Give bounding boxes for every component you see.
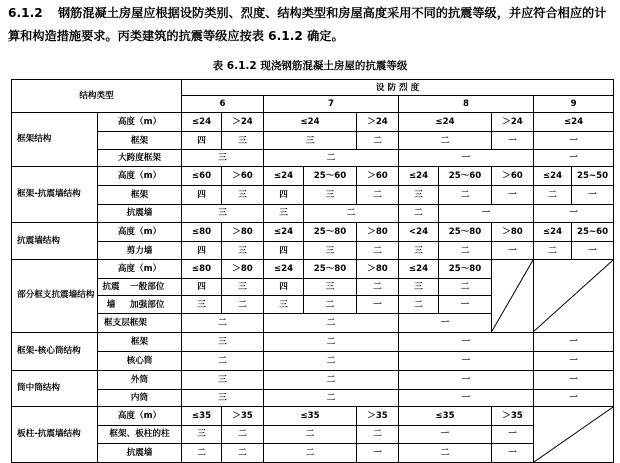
header-intensity-7: 7 bbox=[264, 96, 399, 112]
cell: 二 bbox=[264, 444, 357, 463]
cell: 三 bbox=[222, 279, 264, 296]
table-row bbox=[12, 332, 614, 352]
cell: 一 bbox=[534, 332, 614, 352]
cell: 二 bbox=[439, 185, 492, 204]
cell: 一 bbox=[534, 370, 614, 389]
header-intensity-8: 8 bbox=[399, 96, 534, 112]
clause-text: 钢筋混凝土房屋应根据设防类别、烈度、结构类型和房屋高度采用不同的抗震等级，并应符合相应的计算和构造措施要求。丙类建筑的抗震等级应按表 6.1.2 确定。 bbox=[8, 6, 607, 43]
cell: 三 bbox=[264, 132, 357, 149]
cell: ≤80 bbox=[182, 223, 222, 242]
cell: 二 bbox=[264, 313, 399, 332]
seismic-grade-table bbox=[11, 79, 614, 463]
cell: 二 bbox=[264, 332, 399, 352]
cell: 三 bbox=[222, 132, 264, 149]
cell: 三 bbox=[304, 185, 357, 204]
cell: <24 bbox=[399, 223, 439, 242]
cell: 二 bbox=[264, 352, 399, 371]
cell: 三 bbox=[399, 279, 439, 296]
row-label-frame: 框架 bbox=[98, 132, 182, 149]
table-row bbox=[12, 370, 614, 389]
cell: 一 bbox=[399, 425, 492, 444]
group-shearwall-structure: 抗震墙结构 bbox=[12, 223, 98, 260]
cell: ＞24 bbox=[492, 112, 534, 132]
cell: ＞80 bbox=[492, 223, 534, 242]
wall-label-bottom: 墙 bbox=[106, 299, 116, 310]
cell: 四 bbox=[182, 132, 222, 149]
cell: 一 bbox=[534, 389, 614, 406]
cell: ＞35 bbox=[357, 407, 399, 426]
row-label-height: 高度（m） bbox=[98, 260, 182, 279]
cell: 三 bbox=[182, 389, 264, 406]
cell: 一 bbox=[534, 352, 614, 371]
cell: ≤24 bbox=[264, 167, 304, 186]
group-slab-column-shearwall: 板柱-抗震墙结构 bbox=[12, 407, 98, 463]
cell: 一 bbox=[492, 241, 534, 260]
cell: 三 bbox=[182, 370, 264, 389]
cell: ≤24 bbox=[399, 112, 492, 132]
cell: 四 bbox=[264, 185, 304, 204]
row-label-frame: 框架 bbox=[98, 185, 182, 204]
cell: ≤24 bbox=[264, 112, 357, 132]
cell: 二 bbox=[264, 389, 399, 406]
table-row bbox=[12, 149, 614, 166]
cell: 二 bbox=[399, 204, 439, 223]
row-label-height: 高度（m） bbox=[98, 112, 182, 132]
row-label-shear-wall: 抗震墙 bbox=[98, 204, 182, 223]
row-label-frame-support-layer: 框支层框架 bbox=[98, 313, 182, 332]
table-row bbox=[12, 444, 614, 463]
row-label-frame: 框架 bbox=[98, 332, 182, 352]
cell: 一 bbox=[399, 352, 534, 371]
cell: 二 bbox=[264, 370, 399, 389]
cell: ≤24 bbox=[264, 260, 304, 279]
cell: 二 bbox=[534, 241, 572, 260]
cell: 一 bbox=[439, 204, 534, 223]
cell: ＞24 bbox=[222, 112, 264, 132]
cell: 四 bbox=[182, 279, 222, 296]
table-row bbox=[12, 389, 614, 406]
cell: 三 bbox=[399, 241, 439, 260]
cell: ＞60 bbox=[492, 167, 534, 186]
cell: 一 bbox=[492, 425, 534, 444]
table-row bbox=[12, 407, 614, 426]
not-applicable-cell bbox=[492, 260, 534, 332]
cell: 二 bbox=[357, 241, 399, 260]
clause-6-1-2 bbox=[8, 2, 614, 48]
row-label-shear-wall: 剪力墙 bbox=[98, 241, 182, 260]
wall-general-label: 一般部位 bbox=[130, 282, 165, 293]
cell: 三 bbox=[182, 149, 264, 166]
cell: 25~60 bbox=[572, 223, 614, 242]
cell: 一 bbox=[572, 241, 614, 260]
cell: ≤24 bbox=[534, 223, 572, 242]
row-label-frame-slab-column: 框架、板柱的柱 bbox=[98, 425, 182, 444]
cell: 三 bbox=[222, 241, 264, 260]
cell: 二 bbox=[304, 204, 399, 223]
row-label-outer-tube: 外筒 bbox=[98, 370, 182, 389]
cell: ＞80 bbox=[222, 223, 264, 242]
cell: 二 bbox=[222, 425, 264, 444]
row-label-height: 高度（m） bbox=[98, 167, 182, 186]
cell: 25~50 bbox=[572, 167, 614, 186]
header-intensity-9: 9 bbox=[534, 96, 614, 112]
row-label-wall-strengthened bbox=[98, 296, 182, 313]
table-row bbox=[12, 80, 614, 96]
cell: 二 bbox=[439, 241, 492, 260]
table-caption: 表 6.1.2 现浇钢筋混凝土房屋的抗震等级 bbox=[212, 60, 408, 72]
cell: 一 bbox=[492, 132, 534, 149]
header-intensity-6: 6 bbox=[182, 96, 264, 112]
cell: 三 bbox=[182, 332, 264, 352]
cell: 二 bbox=[222, 296, 264, 313]
table-row bbox=[12, 425, 614, 444]
row-label-inner-tube: 内筒 bbox=[98, 389, 182, 406]
cell: ≤24 bbox=[182, 112, 222, 132]
cell: ≤24 bbox=[399, 167, 439, 186]
cell: 二 bbox=[182, 352, 264, 371]
not-applicable-cell bbox=[534, 407, 614, 463]
group-tube-in-tube: 筒中筒结构 bbox=[12, 370, 98, 406]
wall-label-top: 抗震 bbox=[102, 282, 120, 293]
cell: 一 bbox=[534, 149, 614, 166]
cell: 三 bbox=[264, 296, 304, 313]
cell: 一 bbox=[492, 185, 534, 204]
cell: ≤24 bbox=[264, 223, 304, 242]
cell: ＞80 bbox=[357, 260, 399, 279]
table-row bbox=[12, 260, 614, 279]
row-label-height: 高度（m） bbox=[98, 223, 182, 242]
cell: 二 bbox=[182, 313, 264, 332]
cell: 25～80 bbox=[304, 223, 357, 242]
cell: 25～80 bbox=[439, 260, 492, 279]
group-frame-shearwall: 框架-抗震墙结构 bbox=[12, 167, 98, 223]
table-row bbox=[12, 204, 614, 223]
not-applicable-cell bbox=[534, 260, 614, 332]
cell: ＞60 bbox=[222, 167, 264, 186]
table-row bbox=[12, 112, 614, 132]
cell: 一 bbox=[492, 444, 534, 463]
cell: ＞35 bbox=[222, 407, 264, 426]
cell: 一 bbox=[357, 444, 399, 463]
cell: 二 bbox=[357, 425, 399, 444]
cell: 四 bbox=[264, 241, 304, 260]
cell: 一 bbox=[357, 296, 399, 313]
cell: ≤35 bbox=[264, 407, 357, 426]
wall-strengthened-label: 加强部位 bbox=[130, 299, 165, 310]
cell: ≤24 bbox=[534, 167, 572, 186]
table-row bbox=[12, 241, 614, 260]
table-row bbox=[12, 167, 614, 186]
cell: 一 bbox=[399, 313, 492, 332]
cell: 四 bbox=[264, 279, 304, 296]
cell: 二 bbox=[264, 149, 399, 166]
row-label-wall-general bbox=[98, 279, 182, 296]
cell: 二 bbox=[304, 296, 357, 313]
cell: 三 bbox=[264, 204, 304, 223]
row-label-core-tube: 核心筒 bbox=[98, 352, 182, 371]
cell: ≤80 bbox=[182, 260, 222, 279]
group-frame-core-tube: 框架-核心筒结构 bbox=[12, 332, 98, 370]
cell: 二 bbox=[399, 296, 439, 313]
cell: 一 bbox=[534, 204, 614, 223]
cell: 二 bbox=[357, 279, 399, 296]
cell: 25～60 bbox=[304, 167, 357, 186]
cell: 二 bbox=[399, 444, 492, 463]
table-row bbox=[12, 185, 614, 204]
cell: 一 bbox=[572, 185, 614, 204]
cell: ≤35 bbox=[182, 407, 222, 426]
cell: ＞80 bbox=[357, 223, 399, 242]
cell: 四 bbox=[182, 185, 222, 204]
diagonal-slash bbox=[534, 407, 613, 462]
cell: 三 bbox=[182, 296, 222, 313]
cell: 一 bbox=[399, 389, 534, 406]
group-partial-frame-supported: 部分框支抗震墙结构 bbox=[12, 260, 98, 332]
cell: 三 bbox=[182, 204, 264, 223]
group-frame-structure: 框架结构 bbox=[12, 112, 98, 167]
cell: ≤60 bbox=[182, 167, 222, 186]
cell: 25～80 bbox=[439, 223, 492, 242]
cell: 三 bbox=[222, 185, 264, 204]
diagonal-slash bbox=[534, 260, 613, 331]
cell: 四 bbox=[182, 241, 222, 260]
table-row bbox=[12, 132, 614, 149]
cell: 二 bbox=[399, 132, 492, 149]
cell: 二 bbox=[182, 444, 222, 463]
cell: 一 bbox=[399, 149, 534, 166]
table-row bbox=[12, 223, 614, 242]
cell: 一 bbox=[534, 132, 614, 149]
cell: 25～60 bbox=[439, 167, 492, 186]
cell: 二 bbox=[222, 444, 264, 463]
cell: 一 bbox=[399, 370, 534, 389]
cell: 二 bbox=[264, 425, 357, 444]
row-label-large-span-frame: 大跨度框架 bbox=[98, 149, 182, 166]
cell: 三 bbox=[304, 279, 357, 296]
cell: ≤24 bbox=[399, 260, 439, 279]
header-structure-type: 结构类型 bbox=[12, 80, 182, 113]
cell: ＞60 bbox=[357, 167, 399, 186]
cell: ＞35 bbox=[492, 407, 534, 426]
cell: ≤24 bbox=[534, 112, 614, 132]
diagonal-slash bbox=[492, 260, 533, 331]
cell: 三 bbox=[182, 425, 222, 444]
cell: 二 bbox=[534, 185, 572, 204]
cell: 三 bbox=[399, 185, 439, 204]
cell: ≤35 bbox=[399, 407, 492, 426]
cell: 二 bbox=[439, 279, 492, 296]
cell: ＞24 bbox=[357, 112, 399, 132]
cell: 一 bbox=[399, 332, 534, 352]
cell: 三 bbox=[304, 241, 357, 260]
row-label-height: 高度（m） bbox=[98, 407, 182, 426]
row-label-shear-wall: 抗震墙 bbox=[98, 444, 182, 463]
cell: 一 bbox=[439, 296, 492, 313]
cell: 25～80 bbox=[304, 260, 357, 279]
clause-number: 6.1.2 bbox=[8, 6, 43, 20]
cell: 二 bbox=[357, 185, 399, 204]
table-row bbox=[12, 352, 614, 371]
cell: ＞80 bbox=[222, 260, 264, 279]
cell: 二 bbox=[357, 132, 399, 149]
header-intensity: 设 防 烈 度 bbox=[182, 80, 614, 96]
